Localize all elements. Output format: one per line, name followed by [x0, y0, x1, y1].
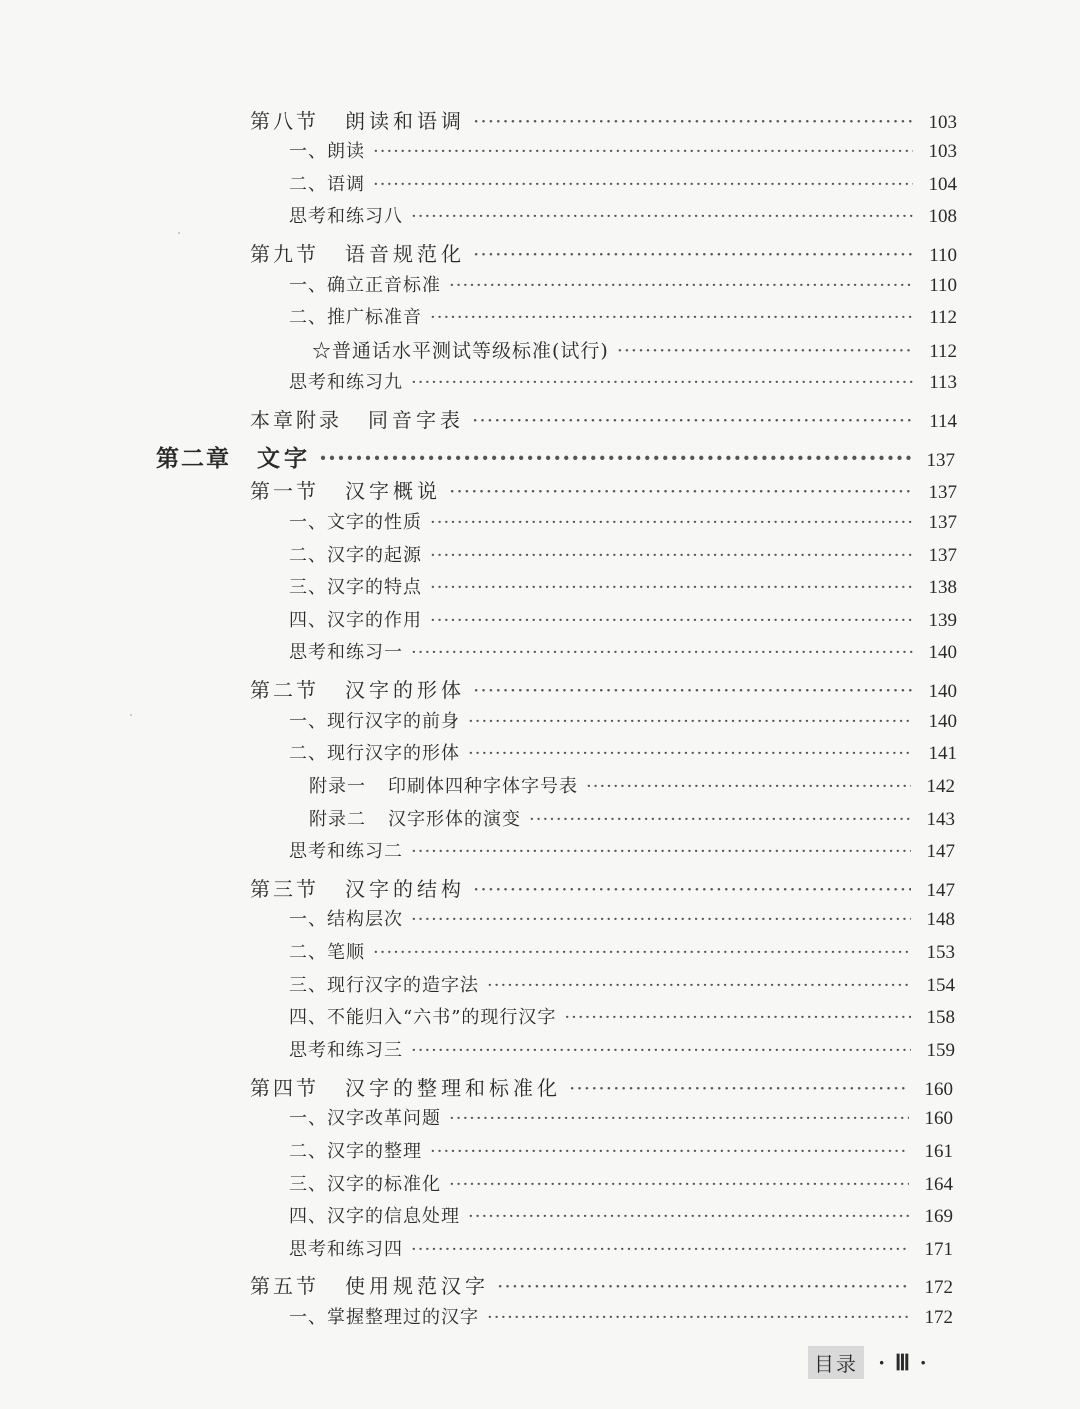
toc-entry-item[interactable] [289, 541, 957, 567]
section-title: 汉字的形体 [345, 678, 465, 702]
entry-text: 思考和练习三 [289, 1040, 403, 1061]
dot-leader [373, 942, 911, 963]
toc-entry-item[interactable] [289, 271, 957, 297]
dot-leader [564, 1007, 911, 1028]
dot-leader [473, 109, 913, 133]
entry-text: 三、汉字的特点 [289, 577, 422, 598]
toc-entry-label [309, 805, 521, 831]
toc-entry-item[interactable] [289, 1104, 953, 1130]
dot-leader [430, 307, 913, 328]
toc-entry-label [289, 508, 422, 534]
toc-entry-item[interactable] [289, 1036, 955, 1062]
section-title: 使用规范汉字 [345, 1274, 489, 1298]
page-number: 140 [928, 642, 957, 663]
dot-leader [617, 340, 913, 362]
page-speck [178, 232, 180, 234]
toc-entry-label [250, 238, 465, 267]
page-number: 172 [924, 1277, 953, 1298]
dot-leader [529, 809, 911, 830]
section-title: 语音规范化 [345, 242, 465, 266]
toc-entry-item[interactable] [289, 170, 957, 196]
toc-entry-label [289, 1003, 556, 1029]
toc-entry-item[interactable] [289, 508, 957, 534]
section-title: 汉字概说 [345, 479, 441, 503]
toc-entry-label [250, 674, 465, 703]
toc-entry-label [250, 475, 441, 504]
entry-text: 思考和练习八 [289, 206, 403, 227]
dot-leader [411, 1040, 911, 1061]
appendix-number: 附录二 [309, 809, 366, 830]
entry-text: 四、不能归入“六书”的现行汉字 [289, 1007, 557, 1028]
toc-entry-section[interactable] [250, 873, 955, 902]
toc-entry-item[interactable] [289, 1137, 953, 1163]
dot-leader [449, 479, 913, 503]
page-number: 103 [928, 112, 957, 133]
page-number: 143 [926, 809, 955, 830]
page-footer [808, 1346, 929, 1379]
section-title: 朗读和语调 [345, 109, 465, 133]
toc-entry-section[interactable] [250, 404, 957, 433]
toc-entry-label [289, 170, 365, 196]
toc-entry-label [289, 1036, 403, 1062]
page-number: 139 [928, 610, 957, 631]
toc-entry-section[interactable] [250, 1270, 953, 1299]
toc-entry-section[interactable] [250, 238, 957, 267]
page-number: 110 [929, 275, 957, 296]
entry-text: 二、汉字的起源 [289, 545, 422, 566]
dot-leader [430, 512, 913, 533]
toc-entry-item[interactable] [289, 573, 957, 599]
toc-entry-label [289, 971, 479, 997]
page-number: 158 [926, 1007, 955, 1028]
toc-entry-section[interactable] [250, 475, 957, 504]
page-number: 164 [924, 1174, 953, 1195]
appendix-number: 附录一 [309, 776, 366, 797]
page-number: 172 [924, 1307, 953, 1328]
toc-entry-label [250, 1270, 489, 1299]
section-title: 汉字的整理和标准化 [345, 1076, 561, 1100]
dot-leader [473, 877, 911, 901]
page-number: 112 [929, 307, 957, 328]
toc-entry-label [289, 707, 460, 733]
page-number: 108 [928, 206, 957, 227]
dot-leader [472, 408, 913, 432]
entry-text: 思考和练习四 [289, 1239, 403, 1260]
toc-entry-item[interactable] [289, 1202, 953, 1228]
entry-text: 一、朗读 [289, 141, 365, 162]
toc-entry-item[interactable] [289, 1235, 953, 1261]
dot-leader [473, 242, 913, 266]
toc-entry-label [289, 837, 403, 863]
page-number: 148 [926, 909, 955, 930]
entry-text: 二、语调 [289, 174, 365, 195]
page-number: 138 [928, 577, 957, 598]
dot-leader [411, 1239, 909, 1260]
entry-text: 一、掌握整理过的汉字 [289, 1307, 479, 1328]
toc-entry-section[interactable] [250, 674, 957, 703]
entry-text: 二、笔顺 [289, 942, 365, 963]
dot-leader [449, 1108, 909, 1129]
toc-entry-label [289, 1104, 441, 1130]
toc-entry-item[interactable] [289, 739, 957, 765]
section-number: 本章附录 [250, 408, 342, 432]
toc-entry-label [250, 404, 464, 433]
dot-leader [411, 372, 913, 393]
dot-leader [411, 206, 913, 227]
page-number: 171 [924, 1239, 953, 1260]
toc-entry-label [289, 905, 403, 931]
toc-entry-item[interactable] [289, 368, 957, 394]
dot-leader [430, 610, 913, 631]
toc-entry-item[interactable] [289, 303, 957, 329]
entry-text: 二、现行汉字的形体 [289, 743, 460, 764]
dot-leader [411, 642, 913, 663]
page-number: 141 [928, 743, 957, 764]
dot-leader [487, 1307, 909, 1328]
entry-text: 二、推广标准音 [289, 307, 422, 328]
section-title: 同音字表 [368, 408, 464, 432]
toc-entry-label [289, 573, 422, 599]
section-number: 第二节 [250, 678, 319, 702]
entry-text: 思考和练习九 [289, 372, 403, 393]
toc-entry-appendix[interactable] [309, 805, 955, 831]
chapter-number: 第二章 [156, 445, 231, 472]
section-number: 第四节 [250, 1076, 319, 1100]
dot-leader [430, 545, 913, 566]
chapter-title: 文字 [257, 445, 311, 472]
toc-entry-sub[interactable] [312, 336, 957, 363]
toc-entry-label [289, 739, 460, 765]
toc-entry-label [289, 368, 403, 394]
dot-leader [449, 275, 913, 296]
toc-entry-label [289, 137, 365, 163]
toc-entry-item[interactable] [289, 606, 957, 632]
toc-entry-label [289, 1170, 441, 1196]
toc-entry-label [289, 1137, 422, 1163]
toc-entry-appendix[interactable] [309, 772, 955, 798]
section-number: 第一节 [250, 479, 319, 503]
page-number: 159 [926, 1040, 955, 1061]
dot-leader [468, 1206, 909, 1227]
entry-text: 思考和练习二 [289, 841, 403, 862]
section-number: 第八节 [250, 109, 319, 133]
dot-leader [497, 1274, 909, 1298]
toc-entry-item[interactable] [289, 837, 955, 863]
page-number: 154 [926, 975, 955, 996]
appendix-title: 汉字形体的演变 [388, 809, 521, 830]
toc-entry-label [312, 336, 609, 363]
entry-text: 一、现行汉字的前身 [289, 711, 460, 732]
page-number: 153 [926, 942, 955, 963]
dot-leader [373, 174, 913, 195]
page-number: 137 [928, 512, 957, 533]
section-title: 汉字的结构 [345, 877, 465, 901]
page-number: 160 [924, 1108, 953, 1129]
dot-leader [473, 678, 913, 702]
entry-text: 一、结构层次 [289, 909, 403, 930]
entry-text: ☆普通话水平测试等级标准(试行) [312, 340, 609, 362]
entry-text: 三、现行汉字的造字法 [289, 975, 479, 996]
toc-entry-label [250, 873, 465, 902]
page-number: 137 [928, 482, 957, 503]
dot-leader [449, 1174, 909, 1195]
entry-text: 四、汉字的信息处理 [289, 1206, 460, 1227]
page-number: 169 [924, 1206, 953, 1227]
appendix-title: 印刷体四种字体字号表 [388, 776, 578, 797]
page-number: 114 [929, 411, 957, 432]
dot-leader [430, 1141, 909, 1162]
entry-text: 一、确立正音标准 [289, 275, 441, 296]
page-number: 147 [926, 880, 955, 901]
toc-entry-label [250, 1072, 561, 1101]
toc-entry-label [250, 105, 465, 134]
toc-entry-item[interactable] [289, 1303, 953, 1329]
page-number: 137 [928, 545, 957, 566]
entry-text: 一、汉字改革问题 [289, 1108, 441, 1129]
toc-entry-item[interactable] [289, 707, 957, 733]
entry-text: 四、汉字的作用 [289, 610, 422, 631]
toc-entry-section[interactable] [250, 105, 957, 134]
dot-leader [373, 141, 913, 162]
page-number: 112 [929, 341, 957, 362]
dot-leader [569, 1076, 909, 1100]
toc-entry-item[interactable] [289, 202, 957, 228]
footer-label: 目录 [808, 1346, 864, 1379]
toc-entry-label [289, 1235, 403, 1261]
entry-text: 二、汉字的整理 [289, 1141, 422, 1162]
page-number: 140 [928, 711, 957, 732]
toc-entry-chapter[interactable] [156, 440, 955, 473]
entry-text: 一、文字的性质 [289, 512, 422, 533]
entry-text: 三、汉字的标准化 [289, 1174, 441, 1195]
toc-entry-label [289, 1202, 460, 1228]
page-number: 140 [928, 681, 957, 702]
toc-entry-item[interactable] [289, 938, 955, 964]
dot-leader [487, 975, 911, 996]
toc-entry-label [289, 938, 365, 964]
section-number: 第三节 [250, 877, 319, 901]
dot-leader [468, 743, 913, 764]
page-number: 113 [929, 372, 957, 393]
toc-entry-label [289, 303, 422, 329]
page-number: 137 [926, 450, 955, 471]
toc-entry-item[interactable] [289, 137, 957, 163]
dot-leader [468, 711, 913, 732]
toc-entry-label [289, 541, 422, 567]
toc-entry-item[interactable] [289, 905, 955, 931]
toc-entry-item[interactable] [289, 1003, 955, 1029]
page-number: 110 [929, 245, 957, 266]
page-number: 103 [928, 141, 957, 162]
page-number: 142 [926, 776, 955, 797]
page-number-roman: · Ⅲ · [878, 1349, 929, 1375]
toc-entry-item[interactable] [289, 971, 955, 997]
toc-entry-label [289, 606, 422, 632]
toc-entry-item[interactable] [289, 638, 957, 664]
toc-entry-label [289, 271, 441, 297]
section-number: 第九节 [250, 242, 319, 266]
page-number: 160 [924, 1079, 953, 1100]
page-number: 147 [926, 841, 955, 862]
toc-entry-label [156, 440, 311, 473]
toc-entry-label [289, 1303, 479, 1329]
toc-entry-label [309, 772, 578, 798]
toc-entry-label [289, 202, 403, 228]
page-number: 104 [928, 174, 957, 195]
page-number: 161 [924, 1141, 953, 1162]
dot-leader [430, 577, 913, 598]
toc-entry-item[interactable] [289, 1170, 953, 1196]
dot-leader [586, 776, 911, 797]
section-number: 第五节 [250, 1274, 319, 1298]
toc-entry-label [289, 638, 403, 664]
dot-leader [411, 909, 911, 930]
entry-text: 思考和练习一 [289, 642, 403, 663]
page-speck [130, 714, 132, 716]
dot-leader [319, 445, 911, 472]
toc-entry-section[interactable] [250, 1072, 953, 1101]
dot-leader [411, 841, 911, 862]
